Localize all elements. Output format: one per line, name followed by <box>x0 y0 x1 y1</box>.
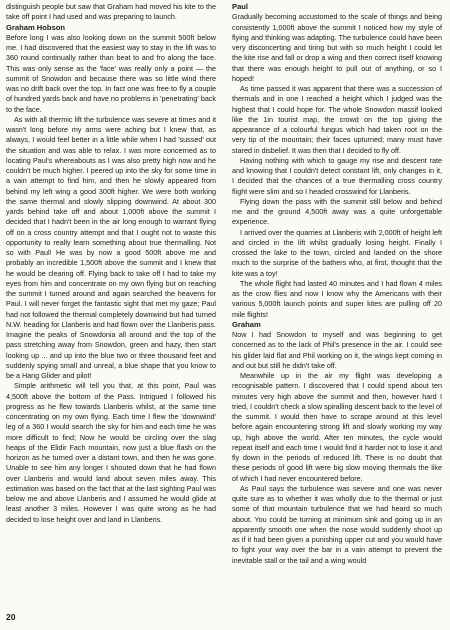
paragraph: Now I had Snowdon to myself and was beginning to get concerned as to the lack of Phil's presence in the air. I could see his glider laid flat and Phil working on it, the wings kept coming in and out but still he didn't take off. <box>232 330 442 370</box>
section-heading: Paul <box>232 2 249 11</box>
paragraph: Before long I was also looking down on the summit 500ft below me. I had discovered that the easiest way to stay in the lift was to 360 round continually rather than beat to and fro along the face. This was only sense as the 'face' was really only a point — the summit of Snowdon and because there was so little wind there was no drift back over the top. In fact one was free to fly a couple of hundred yards back and have no problems in 'penetrating' back to the face. <box>6 32 216 114</box>
right-column <box>232 2 442 566</box>
section-heading: Graham <box>232 319 261 329</box>
paragraph: The whole flight had lasted 40 minutes and I had flown 4 miles as the crow flies and now I know why the Americans with their various 5,000ft launch points and super kites are pulling off 20 mile flights! <box>232 278 442 319</box>
paragraph: Flying down the pass with the summit still below and behind me and the ground 4,500ft away was a quite unforgettable experience. <box>232 196 442 227</box>
article-columns <box>6 2 442 566</box>
left-column <box>6 2 216 566</box>
paragraph: Simple arithmetic will tell you that, at this point, Paul was 4,500ft above the bottom of the Pass. Intrigued I followed his progress as he flew towards Llanberis whilst, at the same time concentrating on my own flying. Each time I flew the 'downwind' leg of a 360 I would search the sky for him and each time he was more difficult to find; Now he would be circling over the slag heaps of the Elidir Fach mountain, now just a blue flash on the horizon as he turned over a distant town, and then he was gone. Unable to see him any longer I shouted down that he had flown over Llanberis and would land about seven miles away. This estimation was based on the fact that at the last sighting Paul was below me and above Llanberis and I assumed he would glide at least another 3 miles. However I was quite wrong as he had decided to lose height over and land in Llanberis. <box>6 381 216 524</box>
paragraph: As with all thermic lift the turbulence was severe at times and it wasn't long before my arms were aching but I knew that, as always, I would feel better in a little while when I had 'sussed' out the situation and was able to relax. I was more concerned as to locating Paul's whereabouts as I was also pretty high now and he couldn't be much higher. I peered up into the sky for some time in a vain attempt to find him, and then he slowly appeared from behind my left wing a good 300ft higher. We were both working the same thermal and slowly slipping downwind. At about 300 yards behind take off and about 1,000ft above the summit I decided that I hadn't been in the air long enough to warrant flying off on a cross country attempt and that I ought not to waste this opportunity to really learn something about true thermalling. Not so with Paul! He was by now a good 500ft above me and probably an incredible 1,500ft above the summit and I knew that he would be clearing off. Flying back to take off I had to take my eyes from him and concentrate on my own flying but on reaching the summit I turned around and again searched the heavens for Paul. I will never forget the fantastic sight that met my gaze; Paul had not followed the thermal completely downwind but had turned N.W. heading for Llanberis and had flown over the Llanberis pass. Imagine the peaks of Snowdonia all around and the top of the pass stretching away from Snowdon, green and hazy, then start looking up ... and up into the blue two or three thousand feet and suddenly spying small and unreal, a blue shape that you know to be a Hang Glider and pilot! <box>6 114 216 380</box>
paragraph: Having nothing with which to gauge my rise and descent rate and knowing that I couldn't detect constant lift, only changes in it, I decided that the chances of a true thermalling cross country flight were slim and so I headed crosswind for Llanberis. <box>232 155 442 196</box>
paragraph: I arrived over the quarries at Llanberis with 2,000ft of height left and circled in the lift whilst gradually losing height. Finally I crossed the lake to the town, circled and landed on the shore much to the surprise of the bathers who, at first, thought that the kite was a toy! <box>232 227 442 278</box>
paragraph: As Paul says the turbulence was severe and one was never quite sure as to whether it was wholly due to the thermal or just some of that mountain turbulence that we had heard so much about. You could be turning at minimum sink and going up in an apparently smooth one when the nose would suddenly shoot up as if it had been given a punishing upper cut and you would have to fight your way over the bar in a vain attempt to prevent the inevitable stall or the tail and a wing would <box>232 483 442 565</box>
page-number: 20 <box>6 612 16 622</box>
section-heading: Graham Hobson <box>6 22 66 32</box>
paragraph: As time passed it was apparent that there was a succession of thermals and in one I reached a height which I judged was the highest that I could hope for. The whole Snowdon massif looked like the 1in tourist map, the crowd on the top giving the appearance of a colourful fungus which had taken root on the very tip of the mountain; their faces upturned; many must have stared in disbelief. It was then that I decided to fly off. <box>232 84 442 155</box>
paragraph: Meanwhile up in the air my flight was developing a recognisable pattern. I discovered that I could spend about ten minutes very high above the summit and then, however hard I tried, I couldn't check a slow spiralling descent back to the level of the summit. I would then have to scrape around at this level before again encountering strong lift and slowly working my way up, high above the world. After ten minutes, the cycle would repeat itself and each time I would find it harder not to lose it and fly down in the periods of reduced lift. There is no doubt that these periods of good lift were big slow moving thermals the like of which I had never encountered before. <box>232 371 442 483</box>
paragraph: Gradually becoming accustomed to the scale of things and being consistently 1,000ft above the summit I noticed how my style of flying and thinking was adapting. The turbulence could have been very disconcerting and tiring but with so much height I could let the kite rise and fall or drop a wing and then correct itself knowing that there was enough height to pull out of anything, or so I hoped! <box>232 12 442 83</box>
paragraph: distinguish people but saw that Graham had moved his kite to the take off point I had used and was preparing to launch. <box>6 2 216 22</box>
